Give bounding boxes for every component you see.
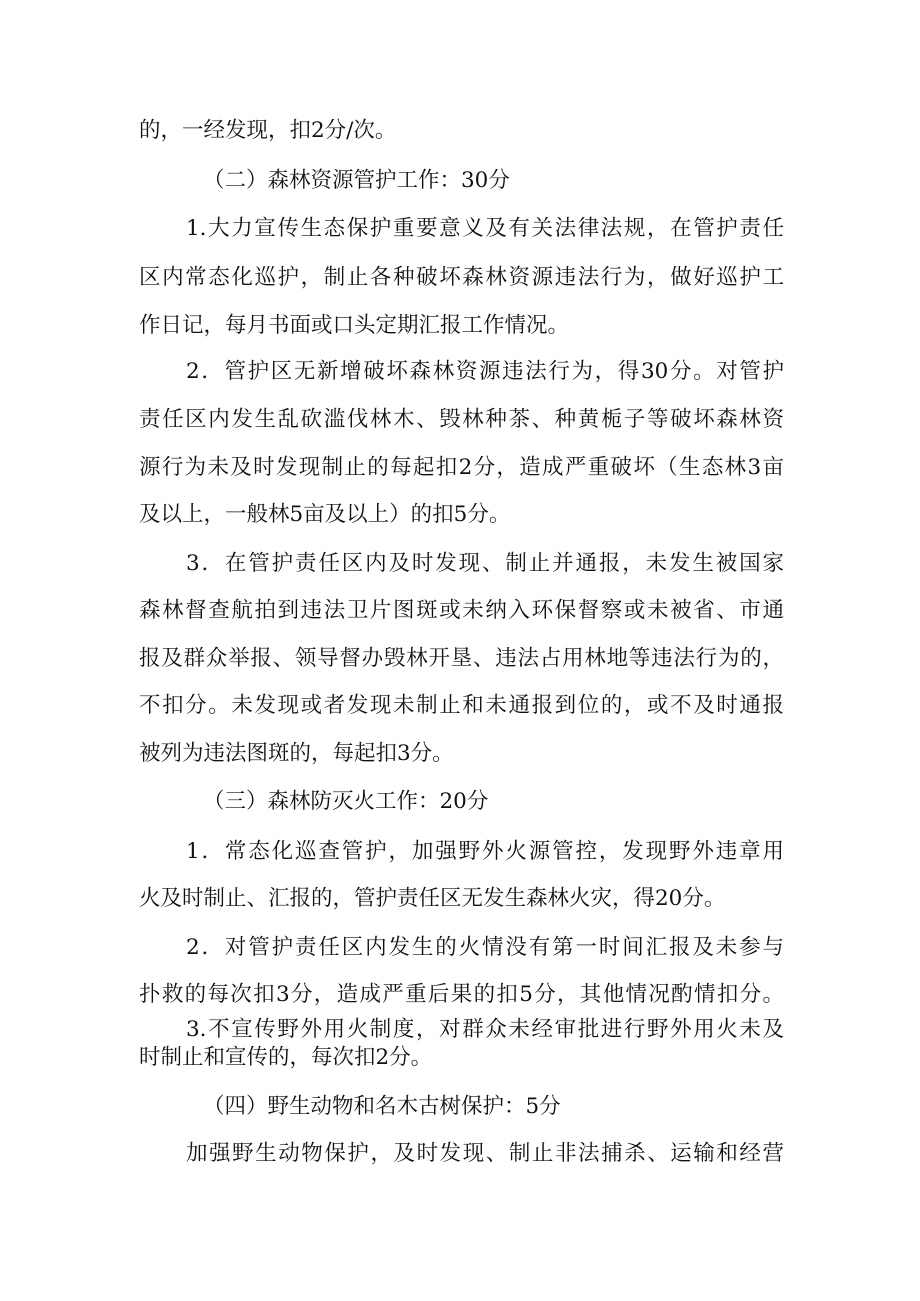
- paragraph-line: 3.不宣传野外用火制度，对群众未经审批进行野外用火未及: [186, 1017, 784, 1042]
- paragraph-line: 1．常态化巡查管护，加强野外火源管控，发现野外违章用: [186, 839, 784, 864]
- paragraph-line: 区内常态化巡护，制止各种破坏森林资源违法行为，做好巡护工: [139, 265, 784, 290]
- section-heading: （二）森林资源管护工作：30分: [203, 168, 510, 193]
- paragraph-line: 时制止和宣传的，每次扣2分。: [139, 1045, 433, 1070]
- paragraph-line: 作日记，每月书面或口头定期汇报工作情况。: [139, 313, 570, 338]
- section-heading: （三）森林防灭火工作：20分: [203, 789, 489, 814]
- paragraph-line: 火及时制止、汇报的，管护责任区无发生森林火灾，得20分。: [139, 886, 726, 911]
- section-heading: （四）野生动物和名木古树保护：5分: [203, 1094, 561, 1119]
- paragraph-line: 1.大力宣传生态保护重要意义及有关法律法规，在管护责任: [186, 216, 784, 241]
- paragraph-line: 不扣分。未发现或者发现未制止和未通报到位的，或不及时通报: [139, 693, 784, 718]
- paragraph-line: 森林督查航拍到违法卫片图斑或未纳入环保督察或未被省、市通: [139, 598, 784, 623]
- paragraph-line: 责任区内发生乱砍滥伐林木、毁林种茶、种黄栀子等破坏森林资: [139, 407, 784, 432]
- paragraph-line: 的，一经发现，扣2分/次。: [139, 118, 397, 143]
- paragraph-line: 2．管护区无新增破坏森林资源违法行为，得30分。对管护: [186, 359, 784, 384]
- paragraph-line: 3．在管护责任区内及时发现、制止并通报，未发生被国家: [186, 551, 784, 576]
- paragraph-line: 及以上，一般林5亩及以上）的扣5分。: [139, 502, 511, 527]
- paragraph-line: 被列为违法图斑的，每起扣3分。: [139, 741, 454, 766]
- paragraph-line: 加强野生动物保护，及时发现、制止非法捕杀、运输和经营: [186, 1141, 784, 1166]
- paragraph-line: 报及群众举报、领导督办毁林开垦、违法占用林地等违法行为的，: [139, 646, 784, 671]
- paragraph-line: 扑救的每次扣3分，造成严重后果的扣5分，其他情况酌情扣分。: [139, 982, 784, 1007]
- paragraph-line: 源行为未及时发现制止的每起扣2分，造成严重破坏（生态林3亩: [139, 455, 784, 480]
- paragraph-line: 2．对管护责任区内发生的火情没有第一时间汇报及未参与: [186, 935, 784, 960]
